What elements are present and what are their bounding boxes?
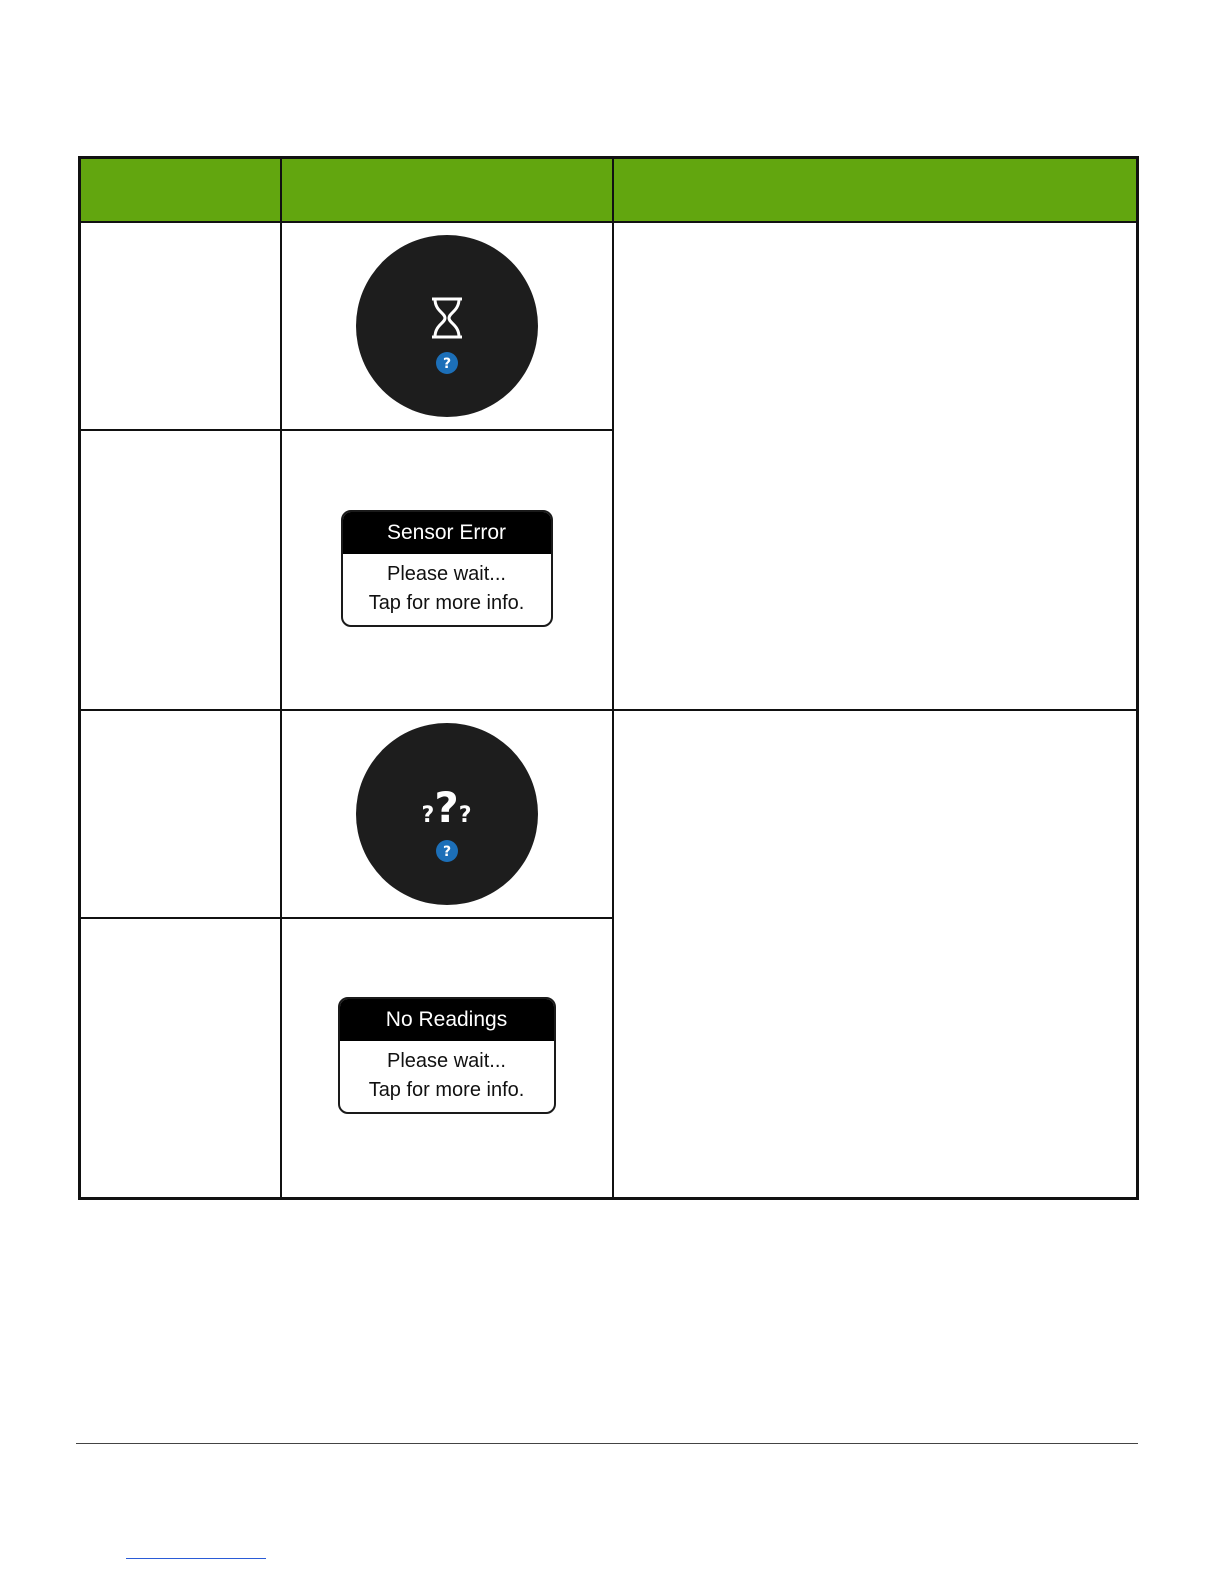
screen-image-cell <box>281 918 613 1198</box>
no-readings-message[interactable] <box>338 997 556 1114</box>
watch-screen-hourglass <box>356 235 538 417</box>
message-line-1: Please wait... <box>387 1050 506 1073</box>
label-cell <box>80 710 281 918</box>
table-header-row <box>80 158 1138 223</box>
label-cell <box>80 430 281 710</box>
question-mark-small: ? <box>458 803 472 828</box>
message-body <box>340 1041 554 1112</box>
alerts-table <box>78 156 1139 1200</box>
sensor-error-message[interactable] <box>341 510 553 627</box>
help-circle-icon[interactable] <box>435 351 459 375</box>
question-mark-small: ? <box>421 803 435 828</box>
svg-text:?: ? <box>442 356 451 372</box>
header-cell-3 <box>613 158 1138 223</box>
screen-image-cell <box>281 710 613 918</box>
table-row <box>80 710 1138 918</box>
label-cell <box>80 222 281 430</box>
screen-image-cell <box>281 222 613 430</box>
question-marks-icon <box>356 783 538 832</box>
message-title: Sensor Error <box>343 512 551 554</box>
header-cell-1 <box>80 158 281 223</box>
hourglass-icon <box>430 297 464 339</box>
watch-screen-question <box>356 723 538 905</box>
message-line-2: Tap for more info. <box>368 1079 525 1102</box>
help-circle-icon[interactable] <box>435 839 459 863</box>
description-cell <box>613 710 1138 1198</box>
description-cell <box>613 222 1138 710</box>
table-row <box>80 222 1138 430</box>
message-body <box>343 554 551 625</box>
screen-image-cell <box>281 430 613 710</box>
label-cell <box>80 918 281 1198</box>
question-mark-big: ? <box>434 783 459 832</box>
footer-link-underline[interactable] <box>126 1558 266 1559</box>
message-title: No Readings <box>340 999 554 1041</box>
message-line-2: Tap for more info. <box>368 591 525 614</box>
svg-text:?: ? <box>442 844 451 860</box>
footer-divider <box>76 1443 1138 1444</box>
message-line-1: Please wait... <box>387 562 506 585</box>
header-cell-2 <box>281 158 613 223</box>
